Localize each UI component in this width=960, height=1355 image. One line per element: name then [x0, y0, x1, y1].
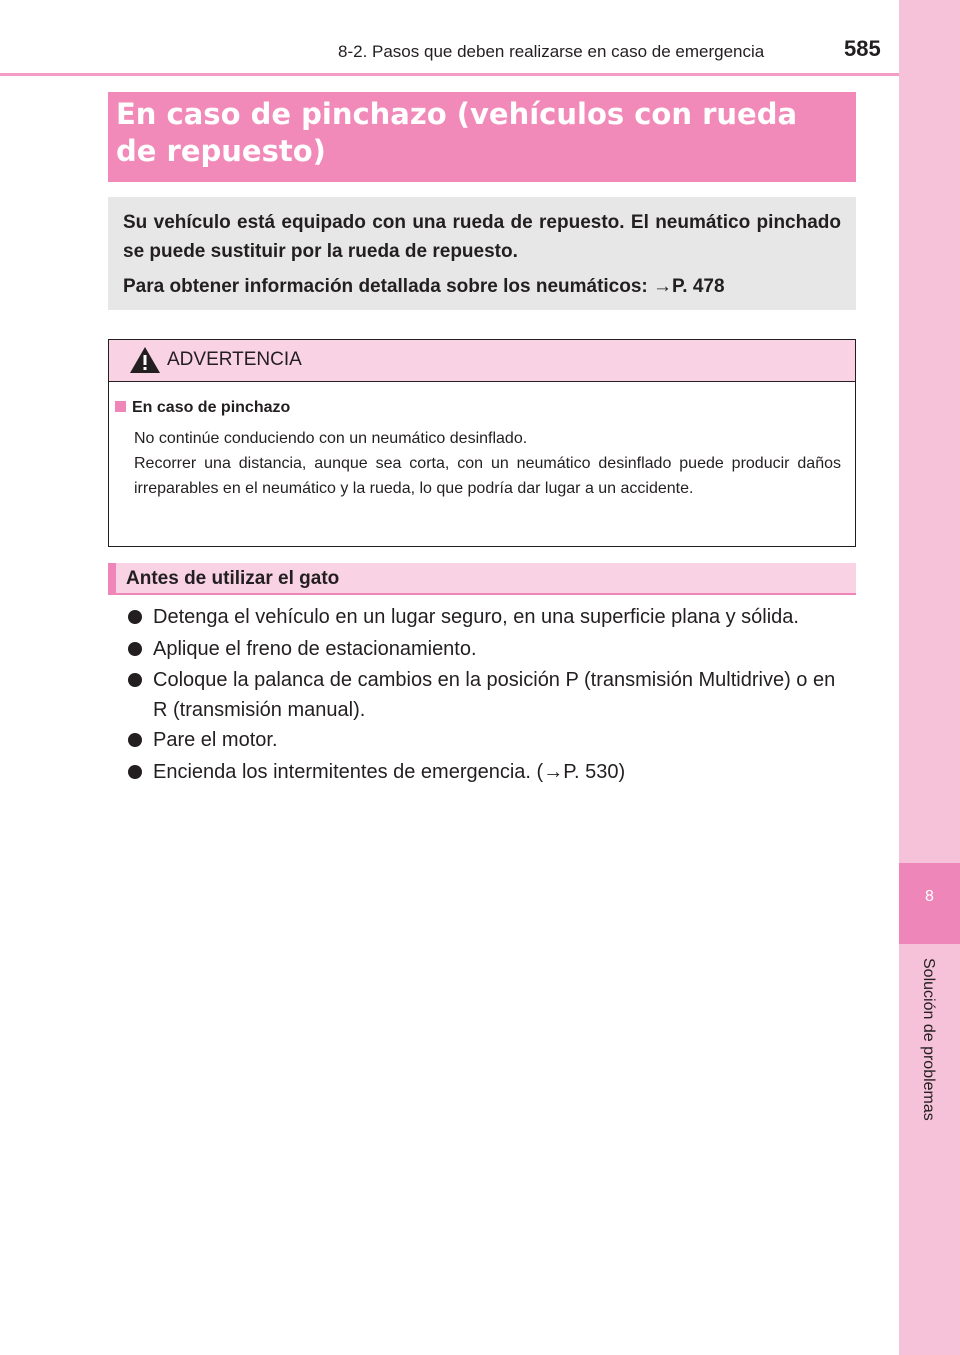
warning-line-1: No continúe conduciendo con un neumático desinflado.	[134, 430, 528, 447]
intro-text: Su vehículo está equipado con una rueda de repuesto. El neumático pinchado se puede sustituir por la rueda de repuesto.	[123, 212, 841, 262]
subsection-title: Antes de utilizar el gato	[126, 568, 340, 589]
bullet-dot-icon	[128, 673, 142, 687]
square-bullet-icon	[115, 401, 126, 412]
section-title: 8-2. Pasos que deben realizarse en caso de emergencia	[338, 42, 765, 61]
page-reference: P. 478	[672, 276, 725, 297]
page-number: 585	[844, 36, 881, 61]
subsection-accent-bar	[108, 563, 116, 594]
page-title-band	[108, 92, 856, 182]
bullet-dot-icon	[128, 765, 142, 779]
intro-reference-text: Para obtener información detallada sobre los neumáticos:	[123, 276, 654, 297]
bullet-dot-icon	[128, 733, 142, 747]
intro-box	[108, 197, 856, 310]
warning-title: ADVERTENCIA	[167, 349, 302, 370]
chapter-label: Solución de problemas	[920, 958, 937, 1121]
warning-header	[109, 340, 855, 382]
header-rule	[0, 73, 899, 76]
warning-box	[108, 339, 856, 547]
arrow-icon: →	[653, 276, 673, 297]
bullet-dot-icon	[128, 610, 142, 624]
intro-reference	[123, 272, 841, 301]
page-title: En caso de pinchazo (vehículos con rueda de repuesto)	[116, 97, 798, 168]
chapter-tab: 8	[899, 863, 960, 944]
subsection-header	[108, 563, 856, 594]
side-tab	[899, 0, 960, 1355]
subsection-underline	[108, 593, 856, 595]
warning-line-2: Recorrer una distancia, aunque sea corta, con un neumático desinflado puede producir daños irreparables en el neumático y la rueda, lo que podría dar lugar a un accidente.	[134, 455, 841, 497]
bullet-dot-icon	[128, 642, 142, 656]
warning-triangle-icon	[129, 345, 161, 375]
warning-subtitle: En caso de pinchazo	[115, 399, 290, 417]
